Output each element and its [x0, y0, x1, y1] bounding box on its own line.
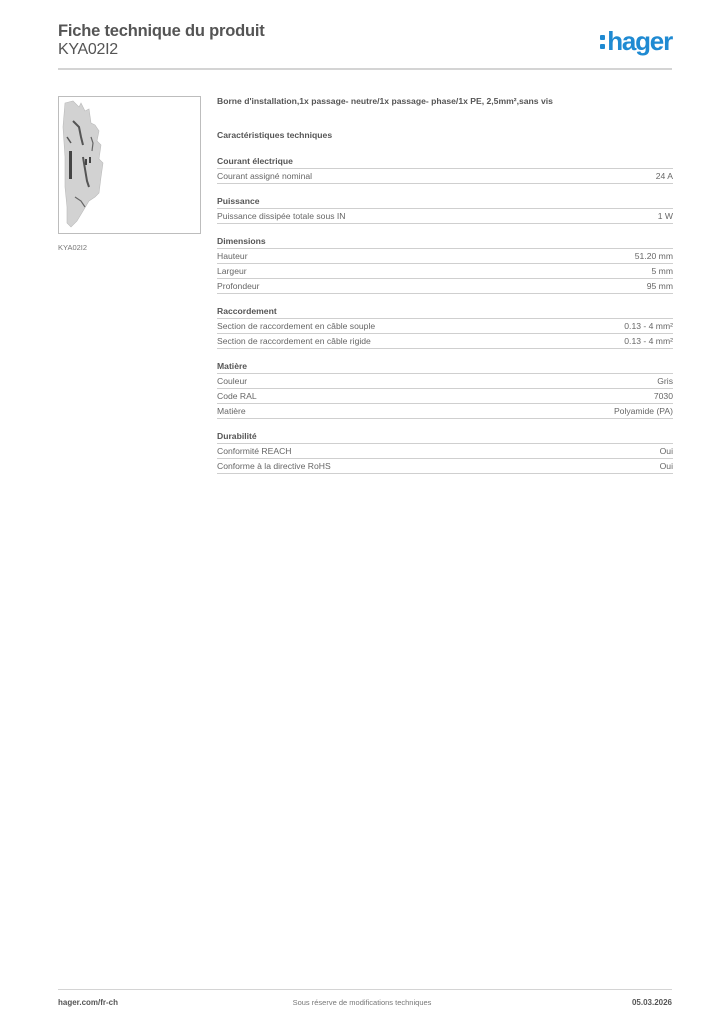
section-puissance [217, 194, 673, 224]
footer-date: 05.03.2026 [631, 998, 672, 1007]
spec-row [217, 319, 673, 334]
section-courant-electrique [217, 154, 673, 184]
spec-value: 0.13 - 4 mm² [624, 336, 673, 346]
section-matiere [217, 359, 673, 419]
spec-label: Puissance dissipée totale sous IN [217, 211, 346, 221]
spec-label: Code RAL [217, 391, 257, 401]
spec-row [217, 279, 673, 294]
spec-row [217, 334, 673, 349]
section-title: Dimensions [217, 234, 673, 249]
spec-label: Couleur [217, 376, 248, 386]
terminal-block-icon [59, 97, 200, 233]
footer-disclaimer: Sous réserve de modifications techniques [292, 998, 432, 1007]
spec-value: Oui [659, 446, 673, 456]
spec-value: 0.13 - 4 mm² [624, 321, 673, 331]
spec-row [217, 404, 673, 419]
logo-colon-icon [600, 35, 605, 49]
section-title: Matière [217, 359, 673, 374]
section-title: Puissance [217, 194, 673, 209]
section-dimensions [217, 234, 673, 294]
spec-value: Polyamide (PA) [613, 406, 673, 416]
hager-logo: hager [600, 26, 672, 56]
spec-row [217, 209, 673, 224]
header-divider [58, 68, 672, 70]
image-caption: KYA02I2 [58, 243, 88, 252]
spec-row [217, 249, 673, 264]
section-title: Durabilité [217, 429, 673, 444]
page-title: Fiche technique du produit [58, 22, 265, 40]
spec-label: Section de raccordement en câble rigide [217, 336, 371, 346]
spec-label: Section de raccordement en câble souple [217, 321, 376, 331]
spec-value: 95 mm [646, 281, 673, 291]
characteristics-title: Caractéristiques techniques [217, 130, 333, 140]
section-durabilite [217, 429, 673, 474]
spec-row [217, 444, 673, 459]
product-code: KYA02I2 [58, 41, 118, 58]
spec-label: Conformité REACH [217, 446, 292, 456]
spec-row [217, 264, 673, 279]
spec-label: Matière [217, 406, 246, 416]
spec-value: 5 mm [651, 266, 673, 276]
product-description: Borne d'installation,1x passage- neutre/1x passage- phase/1x PE, 2,5mm²,sans vis [217, 96, 553, 106]
spec-row [217, 169, 673, 184]
spec-row [217, 389, 673, 404]
spec-label: Courant assigné nominal [217, 171, 313, 181]
section-title: Courant électrique [217, 154, 673, 169]
spec-row [217, 459, 673, 474]
spec-value: Oui [659, 461, 673, 471]
spec-value: 24 A [655, 171, 673, 181]
product-details [217, 95, 673, 474]
section-title: Raccordement [217, 304, 673, 319]
spec-value: 51.20 mm [634, 251, 673, 261]
footer-website-link[interactable]: hager.com/fr-ch [58, 998, 119, 1007]
spec-row [217, 374, 673, 389]
spec-label: Largeur [217, 266, 247, 276]
product-image [58, 96, 201, 234]
section-raccordement [217, 304, 673, 349]
spec-label: Conforme à la directive RoHS [217, 461, 331, 471]
spec-value: Gris [657, 376, 673, 386]
page-header [58, 20, 672, 68]
spec-label: Hauteur [217, 251, 248, 261]
spec-value: 7030 [653, 391, 673, 401]
spec-value: 1 W [657, 211, 673, 221]
spec-label: Profondeur [217, 281, 260, 291]
footer-divider [58, 989, 672, 990]
